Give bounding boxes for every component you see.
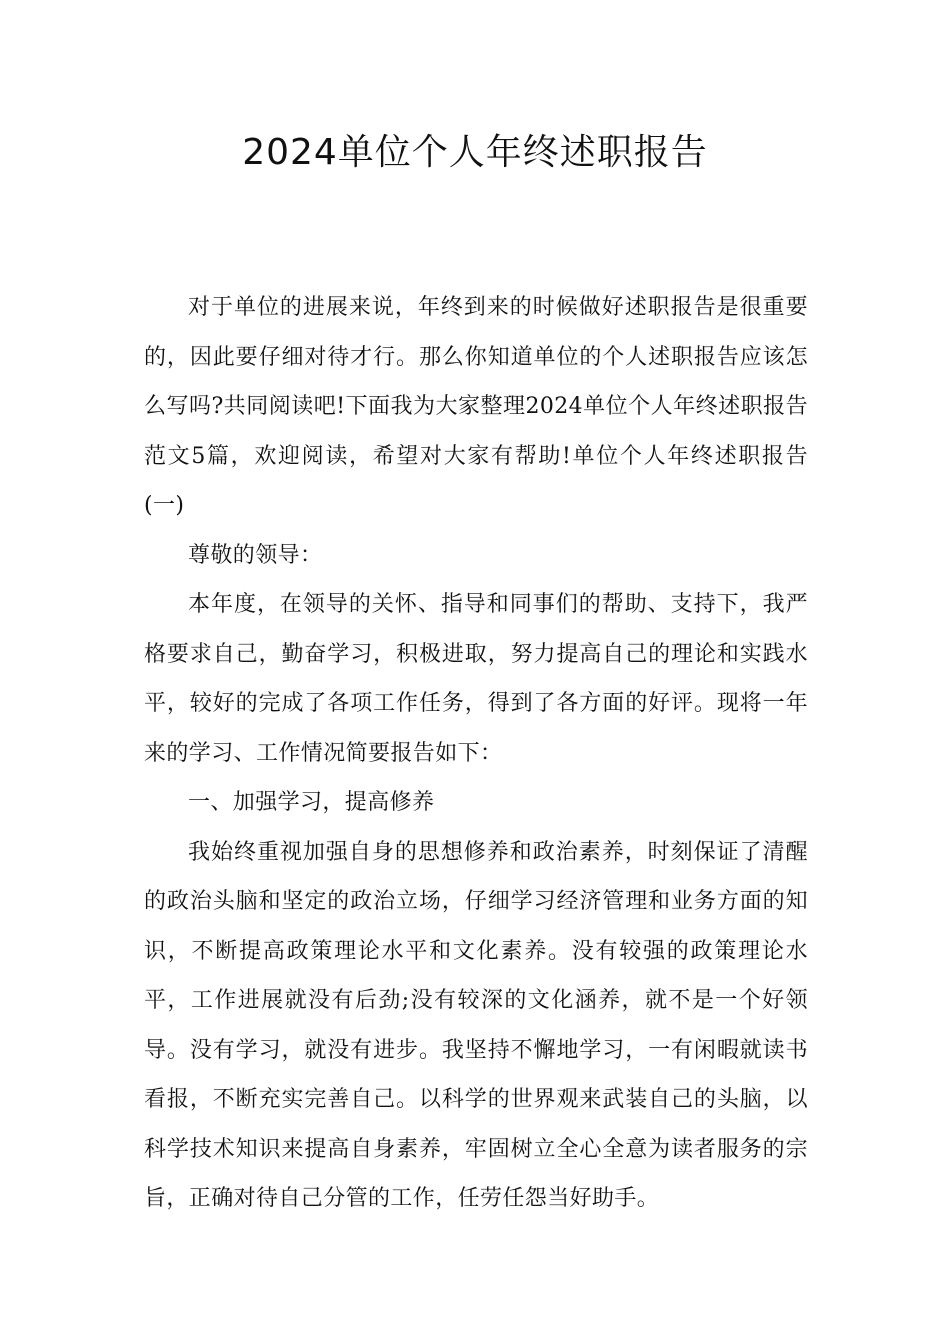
- paragraph-salutation: 尊敬的领导：: [188, 542, 323, 568]
- paragraph-intro: 对于单位的进展来说，年终到来的时候做好述职报告是很重要的，因此要仔细对待才行。那么你知道单位的个人述职报告应该怎么写吗?共同阅读吧!下面我为大家整理2024单位个人年终述职报告范文5篇，欢迎阅读，希望对大家有帮助!单位个人年终述职报告(一): [144, 295, 808, 518]
- document-body: [144, 283, 808, 1224]
- paragraph-overview: 本年度，在领导的关怀、指导和同事们的帮助、支持下，我严格要求自己，勤奋学习，积极进取，努力提高自己的理论和实践水平，较好的完成了各项工作任务，得到了各方面的好评。现将一年来的学习、工作情况简要报告如下：: [144, 592, 808, 766]
- paragraph-study: 我始终重视加强自身的思想修养和政治素养，时刻保证了清醒的政治头脑和坚定的政治立场，仔细学习经济管理和业务方面的知识，不断提高政策理论水平和文化素养。没有较强的政策理论水平，工作进展就没有后劲;没有较深的文化涵养，就不是一个好领导。没有学习，就没有进步。我坚持不懈地学习，一有闲暇就读书看报，不断充实完善自己。以科学的世界观来武装自己的头脑，以科学技术知识来提高自身素养，牢固树立全心全意为读者服务的宗旨，正确对待自己分管的工作，任劳任怨当好助手。: [144, 839, 808, 1211]
- document-title: 2024单位个人年终述职报告: [242, 132, 708, 173]
- section-heading: 一、加强学习，提高修养: [188, 790, 435, 815]
